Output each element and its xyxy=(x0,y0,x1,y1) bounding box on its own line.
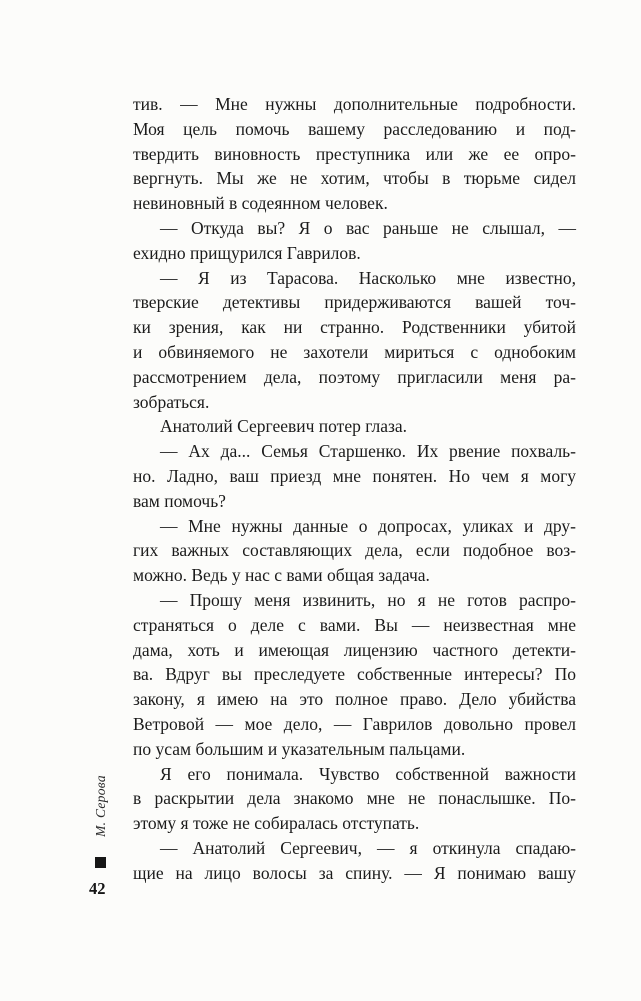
text-line: но. Ладно, ваш приезд мне понятен. Но чем я могу xyxy=(133,465,576,486)
paragraph xyxy=(133,439,576,513)
paragraph xyxy=(133,514,576,588)
text-line: страняться о деле с вами. Вы — неизвестная мне xyxy=(133,614,576,635)
paragraph xyxy=(133,762,576,836)
paragraph xyxy=(133,266,576,415)
paragraph xyxy=(133,414,576,439)
text-line: вам помочь? xyxy=(133,490,226,511)
text-line: вергнуть. Мы же не хотим, чтобы в тюрьме сидел xyxy=(133,168,576,189)
text-line: — Я из Тарасова. Насколько мне известно, xyxy=(160,267,576,288)
margin-author-label: М. Серова xyxy=(93,775,108,837)
text-line: Моя цель помочь вашему расследованию и под- xyxy=(133,118,576,139)
text-line: можно. Ведь у нас с вами общая задача. xyxy=(133,565,430,586)
text-line: Анатолий Сергеевич потер глаза. xyxy=(160,416,408,437)
body-text xyxy=(133,92,576,886)
text-line: по усам большим и указательным пальцами. xyxy=(133,738,466,759)
page-number: 42 xyxy=(89,879,106,898)
paragraph xyxy=(133,836,576,886)
paragraph xyxy=(133,92,576,216)
text-line: невиновный в содеянном человек. xyxy=(133,193,388,214)
text-line: — Прошу меня извинить, но я не готов распро- xyxy=(160,589,576,610)
text-line: в раскрытии дела знакомо мне не понаслышке. По- xyxy=(133,788,576,809)
margin-square-marker xyxy=(95,857,106,868)
text-line: Я его понимала. Чувство собственной важности xyxy=(160,763,576,784)
text-line: твердить виновность преступника или же ее опро- xyxy=(133,143,576,164)
text-line: рассмотрением дела, поэтому пригласили меня ра- xyxy=(133,366,576,387)
text-line: и обвиняемого не захотели мириться с однобоким xyxy=(133,341,576,362)
text-line: тверские детективы придерживаются вашей точ- xyxy=(133,292,576,313)
text-line: — Анатолий Сергеевич, — я откинула спадаю- xyxy=(160,837,576,858)
text-line: щие на лицо волосы за спину. — Я понимаю вашу xyxy=(133,862,576,883)
text-line: — Откуда вы? Я о вас раньше не слышал, — xyxy=(160,217,576,238)
text-line: ва. Вдруг вы преследуете собственные интересы? По xyxy=(133,664,576,685)
text-line: дама, хоть и имеющая лицензию частного детекти- xyxy=(133,639,576,660)
text-line: гих важных составляющих дела, если подобное воз- xyxy=(133,540,576,561)
text-line: — Ах да... Семья Старшенко. Их рвение похваль- xyxy=(160,441,576,462)
text-line: ки зрения, как ни странно. Родственники убитой xyxy=(133,317,576,338)
text-line: — Мне нужны данные о допросах, уликах и дру- xyxy=(160,515,576,536)
text-line: тив. — Мне нужны дополнительные подробности. xyxy=(133,94,576,114)
text-line: ехидно прищурился Гаврилов. xyxy=(133,242,361,263)
text-line: закону, я имею на это полное право. Дело убийства xyxy=(133,689,576,710)
paragraph xyxy=(133,588,576,762)
text-line: этому я тоже не собиралась отступать. xyxy=(133,813,420,834)
text-line: зобраться. xyxy=(133,391,210,412)
text-line: Ветровой — мое дело, — Гаврилов довольно провел xyxy=(133,713,576,734)
paragraph xyxy=(133,216,576,266)
